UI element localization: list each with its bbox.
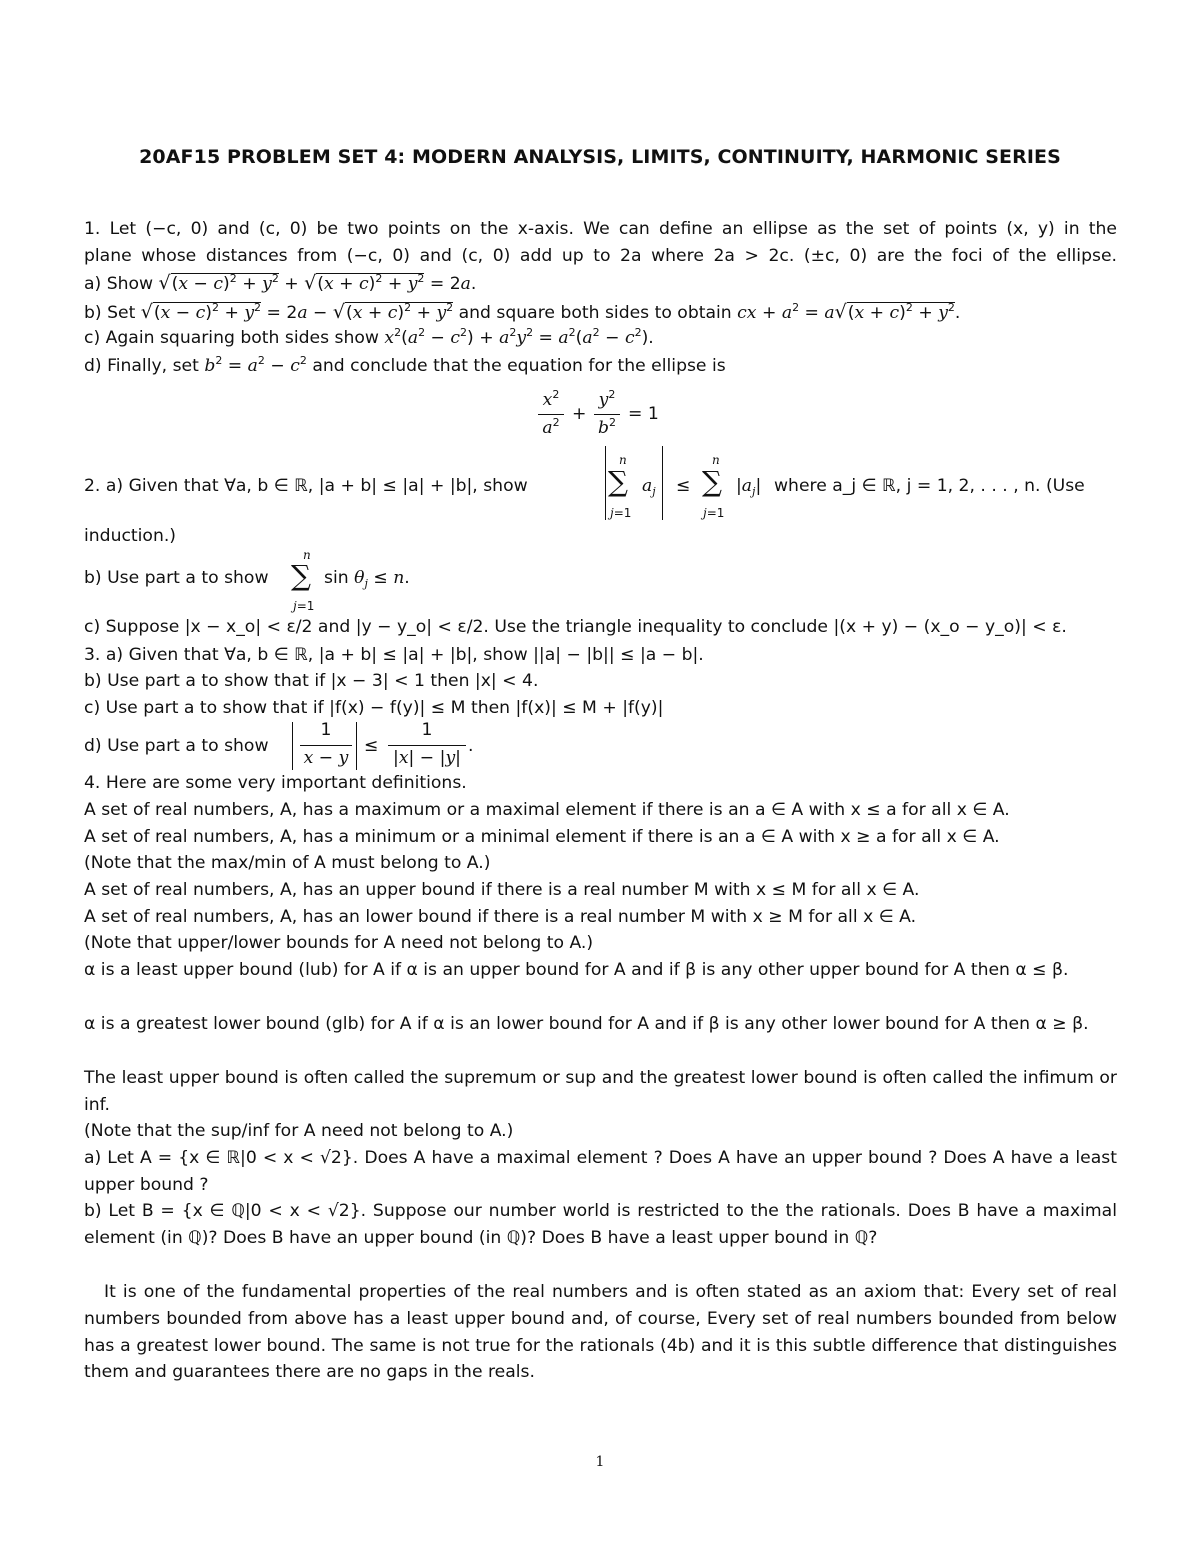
problem-1b-text: and square both sides to obtain (458, 303, 732, 323)
page-title: 20AF15 PROBLEM SET 4: MODERN ANALYSIS, LIMITS, CONTINUITY, HARMONIC SERIES (139, 146, 1061, 168)
problem-1d-label: d) Finally, set (84, 356, 199, 376)
minimum-definition: A set of real numbers, A, has a minimum or a minimal element if there is an a ∈ A with x ≥ a for all x ∈ A. (84, 827, 1000, 847)
problem-1c-expression: $x^2(a^2 - c^2) + a^2y^2 = a^2(a^2 - c^2)$. (384, 326, 654, 348)
problem-2b-label: b) Use part a to show (84, 568, 269, 588)
problem-2c: c) Suppose |x − x_o| < ε/2 and |y − y_o| < ε/2. Use the triangle inequality to conclude |(x + y) − (x_o − y_o)| < ε. (84, 617, 1067, 637)
closing-paragraph: It is one of the fundamental properties of the real numbers and is often stated as an axiom that: Every set of real numbers bounded from above has a least upper bound and, of course, Every set of real numbers bounded from below has a greatest lower bound. The same is not true for the rationals (4b) and it is this subtle difference that distinguishes them and guarantees there are no gaps in the reals. (84, 1282, 1117, 1383)
problem-4b: b) Let B = {x ∈ ℚ|0 < x < √2}. Suppose our number world is restricted to the the rationals. Does B have a maximal element (in ℚ)? Does B have an upper bound (in ℚ)? Does B have a least upper bound in ℚ? (84, 1201, 1117, 1248)
lower-bound-definition: A set of real numbers, A, has an lower bound if there is a real number M with x ≥ M for all x ∈ A. (84, 907, 917, 927)
page-number: 1 (595, 1454, 605, 1470)
problem-3d-label: d) Use part a to show (84, 736, 269, 756)
document-page: 20AF15 PROBLEM SET 4: MODERN ANALYSIS, LIMITS, CONTINUITY, HARMONIC SERIES 1. Let (−c, 0) and (c, 0) be two points on the x-axis. We can define an ellipse as the set of points (x, y) in the plane whose distances from (−c, 0) and (c, 0) add up to 2a where 2a > 2c. (±c, 0) are the foci of the ellipse. a) Show $√(x - c)^2 + y^2 + √(x + c)^2 + y^2 = 2a$. b) Set $√(x - c)^2 + y^2 = 2a - √(x + c)^2 + y^2$ and square both sides to obtain cx + $a^2 = a√(x + c)^2 + y^2$. c) Again squaring both sides show $x^2(a^2 - c^2) + a^2y^2 = a^2(a^2 - c^2)$. d) Finally, set $b^2 = a^2 - c^2$ and conclude that the equation for the ellipse is $x^2$ $a^2$ + $y^2$ $b^2$ = 1 2. a) Given that ∀a, b ∈ ℝ, |a + b| ≤ |a| + |b|, show n ∑ j=1 $a_j$ ≤ n ∑ j=1 $|a_j|$ where a_j ∈ ℝ, j = 1, 2, . . . , n. (Use induction.) b) Use part a to show n ∑ j=1 $\sin \theta_j \le n$. c) Suppose |x − x_o| < ε/2 and |y − y_o| < ε/2. Use the triangle inequality to conclude |(x + y) − (x_o − y_o)| < ε. 3. a) Given that ∀a, b ∈ ℝ, |a + b| ≤ |a| + |b|, show ||a| − |b|| ≤ |a − b|. b) Use part a to show that if |x − 3| < 1 then |x| < 4. c) Use part a to show that if |f(x) − f(y)| ≤ M then |f(x)| ≤ M + |f(y)| d) Use part a to show 1 x − y ≤ 1 |x| − |y| . 4. Here are some very important definitions. A set of real numbers, A, has a maximum or a maximal element if there is an a ∈ A with x ≤ a for all x ∈ A. A set of real numbers, A, has a minimum or a minimal element if there is an a ∈ A with x ≥ a for all x ∈ A. (Note that the max/min of A must belong to A.) A set of real numbers, A, has an upper bound if there is a real number M with x ≤ M for all x ∈ A. A set of real numbers, A, has an lower bound if there is a real number M with x ≥ M for all x ∈ A. (Note that upper/lower bounds for A need not belong to A.) α is a least upper bound (lub) for A if α is an upper bound for A and if β is any other upper bound for A then α ≤ β. α is a greatest lower bound (glb) for A if α is an lower bound for A and if β is any other lower bound for A then α ≥ β. The least upper bound is often called the supremum or sup and the greatest lower bound is often called the infimum or inf. (Note that the sup/inf for A need not belong to A.) a) Let A = {x ∈ ℝ|0 < x < √2}. Does A have a maximal element ? Does A have an upper bound ? Does A have a least upper bound ? b) Let B = {x ∈ ℚ|0 < x < √2}. Suppose our number world is restricted to the the rationals. Does B have a maximal element (in ℚ)? Does B have an upper bound (in ℚ)? Does B have a least upper bound in ℚ? It is one of the fundamental properties of the real numbers and is often stated as an axiom that: Every set of real numbers bounded from above has a least upper bound and, of course, Every set of real numbers bounded from below has a greatest lower bound. The same is not true for the rationals (4b) and it is this subtle difference that distinguishes them and guarantees there are no gaps in the reals. 1 (0, 0, 1200, 1553)
problem-1d-text: and conclude that the equation for the ellipse is (312, 356, 726, 376)
glb-definition: α is a greatest lower bound (glb) for A if α is an lower bound for A and if β is any other lower bound for A then α ≥ β. (84, 1014, 1089, 1034)
problem-3a: 3. a) Given that ∀a, b ∈ ℝ, |a + b| ≤ |a| + |b|, show ||a| − |b|| ≤ |a − b|. (84, 645, 704, 665)
problem-1a (84, 270, 1117, 298)
upper-bound-definition: A set of real numbers, A, has an upper bound if there is a real number M with x ≤ M for all x ∈ A. (84, 880, 920, 900)
problem-3c: c) Use part a to show that if |f(x) − f(y)| ≤ M then |f(x)| ≤ M + |f(y)| (84, 698, 664, 718)
problem-1-line-2: plane whose distances from (−c, 0) and (c, 0) add up to 2a where 2a > 2c. (±c, 0) are the foci of the ellipse. (84, 246, 1117, 266)
problem-4-intro: 4. Here are some very important definitions. (84, 773, 467, 793)
problem-1b-label: b) Set (84, 303, 136, 323)
lub-definition: α is a least upper bound (lub) for A if α is an upper bound for A and if β is any other upper bound for A then α ≤ β. (84, 960, 1069, 980)
problem-1d (84, 353, 1117, 380)
problem-2a-text-3: induction.) (84, 526, 177, 546)
problem-1d-expression: $b^2 = a^2 - c^2$ (204, 354, 307, 376)
problem-1c (84, 325, 1117, 352)
problem-2a-text-1: 2. a) Given that ∀a, b ∈ ℝ, |a + b| ≤ |a| + |b|, show (84, 476, 528, 496)
problem-1b-expression-1: $√(x - c)^2 + y^2 = 2a - √(x + c)^2 + y^2$ (140, 301, 454, 323)
problem-1a-label: a) Show (84, 274, 154, 294)
problem-1c-label: c) Again squaring both sides show (84, 328, 379, 348)
problem-2a-text-2: where a_j ∈ ℝ, j = 1, 2, . . . , n. (Use (774, 476, 1085, 496)
problem-4a: a) Let A = {x ∈ ℝ|0 < x < √2}. Does A have a maximal element ? Does A have an upper bound ? Does A have a least upper bound ? (84, 1148, 1117, 1195)
problem-1b (84, 299, 1117, 327)
note-bounds: (Note that upper/lower bounds for A need not belong to A.) (84, 933, 594, 953)
note-sup-inf: (Note that the sup/inf for A need not belong to A.) (84, 1121, 514, 1141)
problem-2b-expression: $\sin \theta_j \le n$. (324, 568, 410, 590)
problem-3b: b) Use part a to show that if |x − 3| < 1 then |x| < 4. (84, 671, 539, 691)
problem-1b-expression-2: cx + $a^2 = a√(x + c)^2 + y^2$. (737, 301, 961, 323)
sup-inf-definition: The least upper bound is often called the supremum or sup and the greatest lower bound is often called the infimum or inf. (84, 1068, 1117, 1115)
note-max-min: (Note that the max/min of A must belong to A.) (84, 853, 491, 873)
problem-1a-expression: $√(x - c)^2 + y^2 + √(x + c)^2 + y^2 = 2a$. (158, 272, 477, 294)
problem-1-line-1: 1. Let (−c, 0) and (c, 0) be two points on the x-axis. We can define an ellipse as the set of points (x, y) in the (84, 219, 1117, 239)
maximum-definition: A set of real numbers, A, has a maximum or a maximal element if there is an a ∈ A with x ≤ a for all x ∈ A. (84, 800, 1010, 820)
